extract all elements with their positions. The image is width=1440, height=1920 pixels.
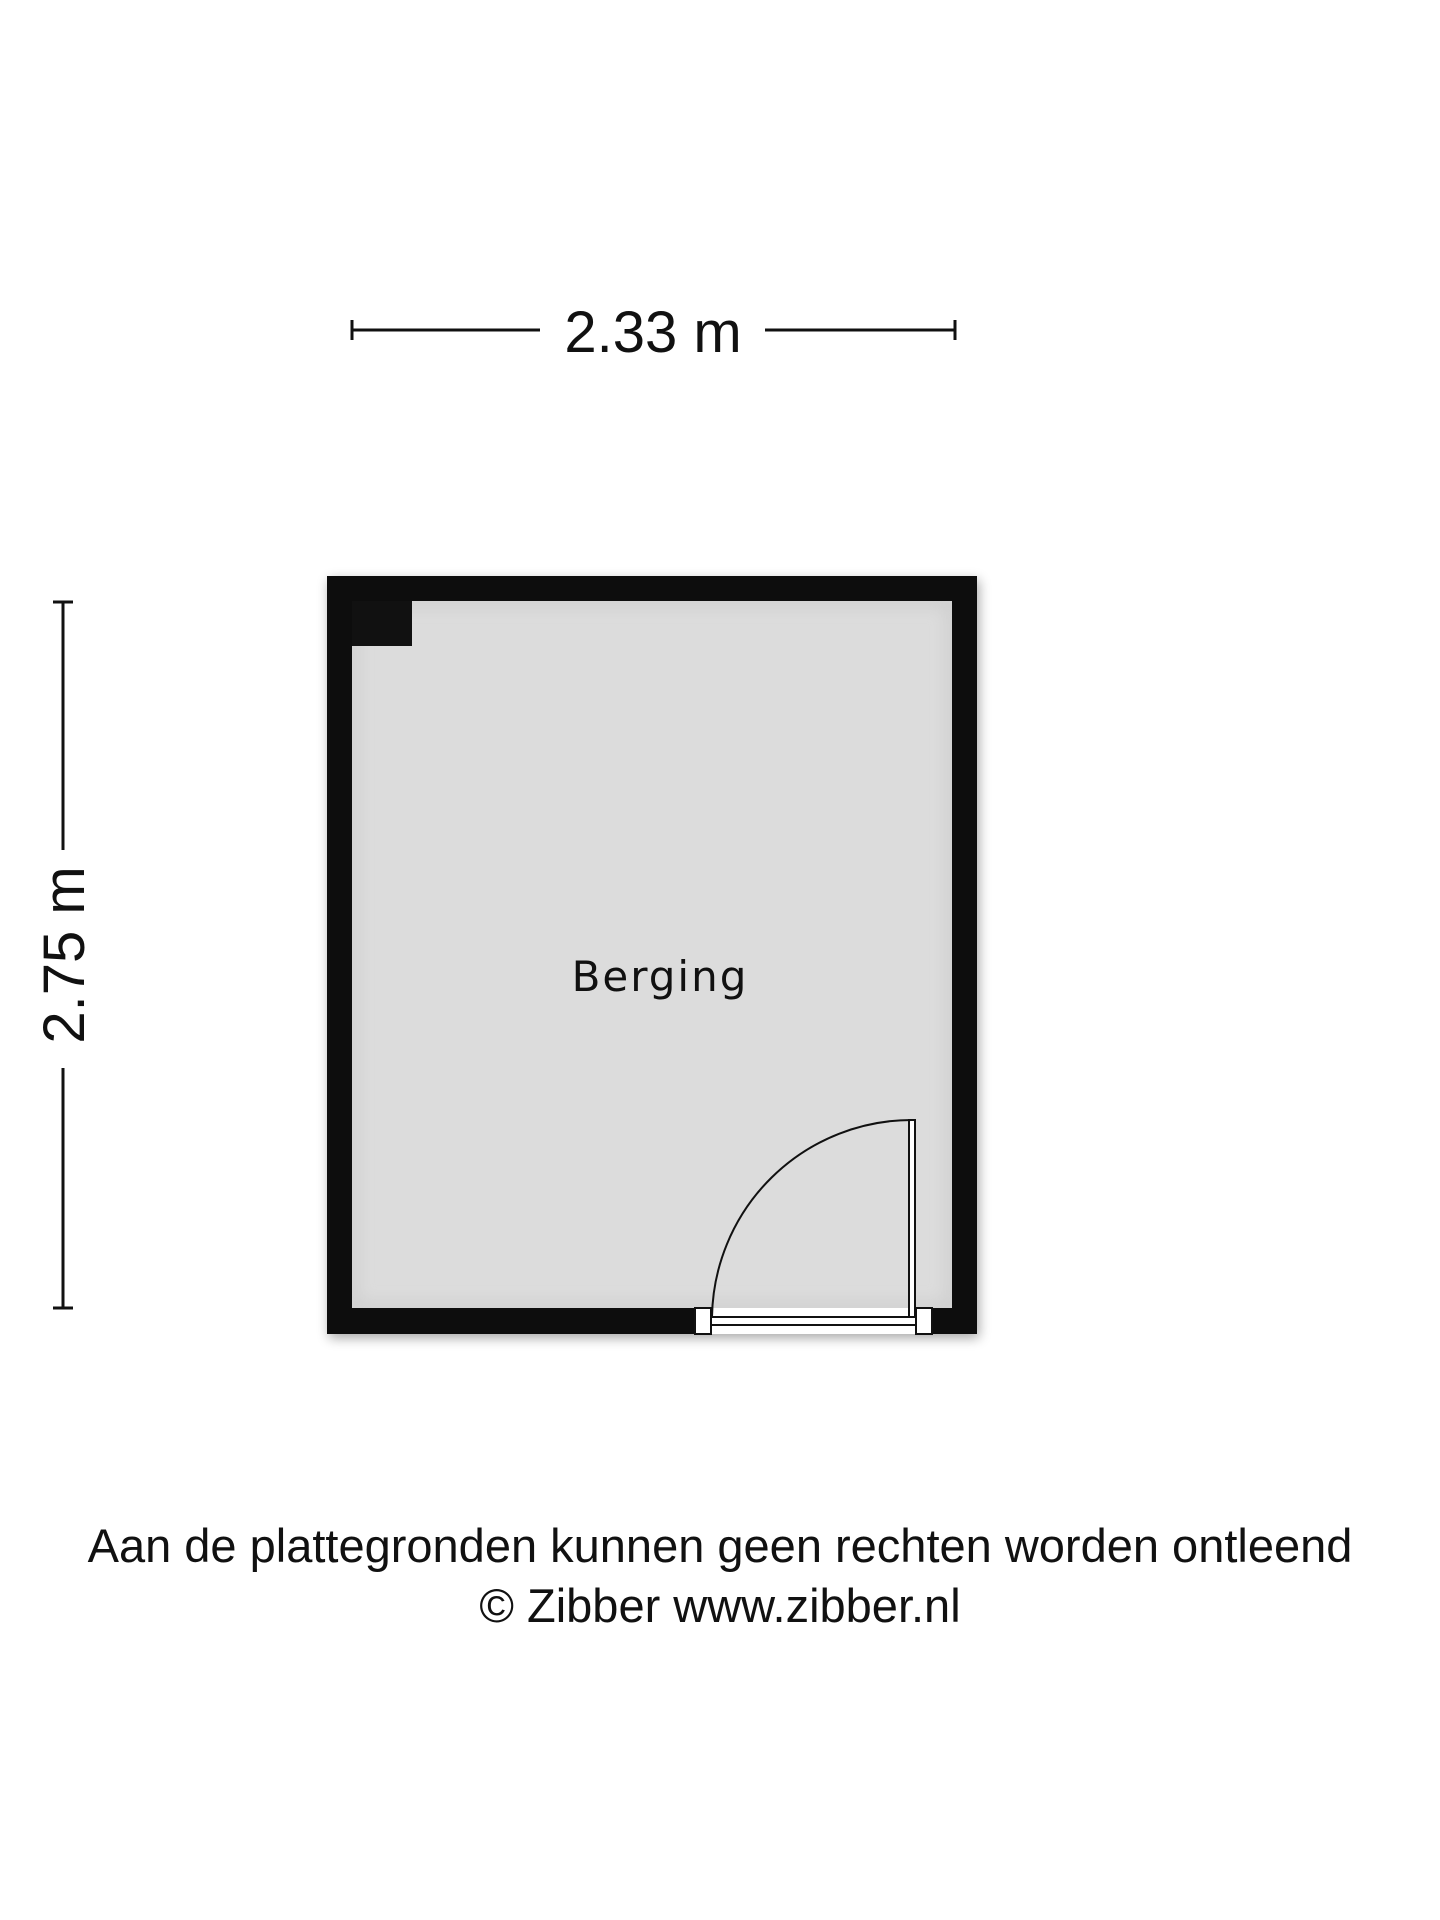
door-opening <box>695 1308 932 1334</box>
corner-column <box>352 601 412 646</box>
door-frame-left <box>695 1308 711 1334</box>
room-label: Berging <box>571 952 749 1001</box>
door-frame-right <box>916 1308 932 1334</box>
copyright-text: © Zibber www.zibber.nl <box>479 1579 961 1632</box>
door-leaf <box>909 1120 915 1317</box>
height-dimension-label: 2.75 m <box>32 866 97 1044</box>
width-dimension-label: 2.33 m <box>564 300 742 365</box>
height-dimension <box>32 602 97 1308</box>
disclaimer-text: Aan de plattegronden kunnen geen rechten worden ontleend <box>87 1519 1353 1572</box>
width-dimension <box>352 300 955 365</box>
